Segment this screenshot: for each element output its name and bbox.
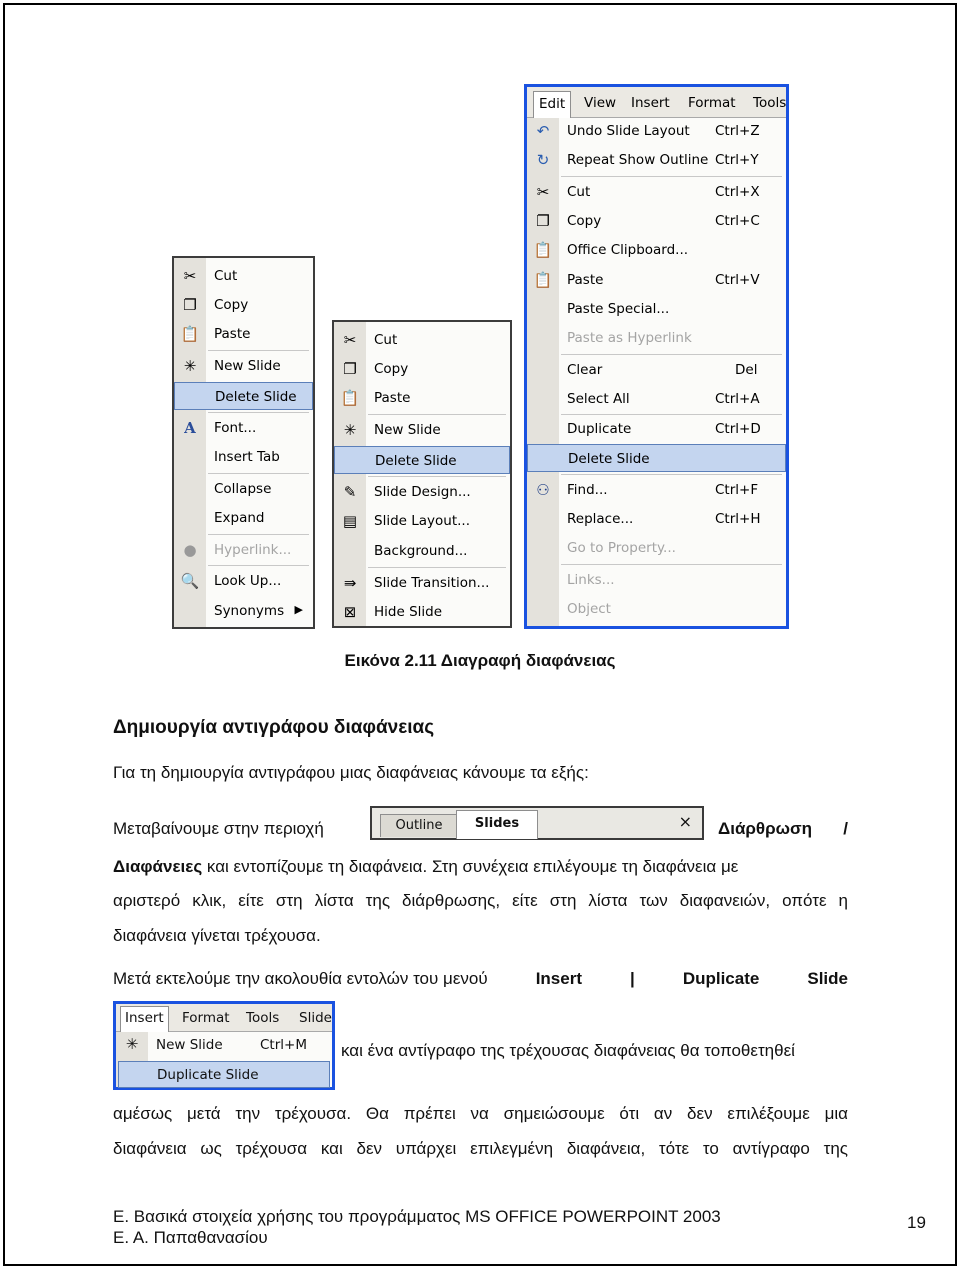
- para1-bold-term: Διάρθρωση /: [718, 819, 848, 838]
- menu-item-insert-tab[interactable]: Insert Tab: [214, 449, 280, 465]
- tab-slides[interactable]: Slides: [456, 810, 538, 839]
- menu-item-find[interactable]: ⚇ Find... Ctrl+F: [527, 476, 786, 504]
- menu-item-paste-special[interactable]: Paste Special...: [567, 301, 670, 317]
- footer-title: Ε. Βασικά στοιχεία χρήσης του προγράμματος MS OFFICE POWERPOINT 2003: [113, 1207, 721, 1226]
- tab-outline[interactable]: Outline: [380, 814, 458, 837]
- figure-caption: Εικόνα 2.11 Διαγραφή διαφάνειας: [344, 651, 616, 670]
- menu-item-cut[interactable]: ✂ Cut: [334, 326, 510, 354]
- menu-item-slide-design[interactable]: ✎ Slide Design...: [334, 478, 510, 506]
- para2-line3: αμέσως μετά την τρέχουσα. Θα πρέπει να σημειώσουμε ότι αν δεν επιλέξουμε μια: [113, 1104, 848, 1123]
- menu-item-paste[interactable]: 📋 Paste: [340, 389, 411, 407]
- menu-bar-view[interactable]: View: [584, 95, 617, 111]
- menu-item-paste[interactable]: 📋 Paste Ctrl+V: [533, 271, 760, 289]
- menu-item-new-slide[interactable]: ✳ New Slide: [174, 352, 313, 380]
- scissors-icon: ✂: [343, 331, 357, 349]
- new-slide-icon: ✳: [125, 1035, 139, 1053]
- para1-line2: Διαφάνειες και εντοπίζουμε τη διαφάνεια. Στη συνέχεια επιλέγουμε τη διαφάνεια με: [113, 857, 739, 876]
- menu-item-cut[interactable]: ✂ Cut: [174, 262, 313, 290]
- menu-item-repeat[interactable]: ↻ Repeat Show Outline Ctrl+Y: [527, 146, 786, 174]
- section-heading: Δημιουργία αντιγράφου διαφάνειας: [113, 717, 435, 738]
- para1-lead: Μεταβαίνουμε στην περιοχή: [113, 819, 324, 838]
- slide-transition-icon: ⇛: [343, 574, 357, 592]
- menu-bar-tools[interactable]: Tools: [753, 95, 787, 111]
- insert-menu: [113, 1001, 335, 1090]
- menu-item-look-up[interactable]: 🔍 Look Up...: [180, 572, 282, 590]
- menu-item-duplicate-slide[interactable]: Duplicate Slide: [118, 1061, 330, 1088]
- menu-item-copy[interactable]: ❐ Copy Ctrl+C: [527, 207, 786, 235]
- menu-bar: [116, 1004, 332, 1032]
- menu-item-slide-transition[interactable]: ⇛ Slide Transition...: [334, 569, 510, 597]
- para2-after-menu: και ένα αντίγραφο της τρέχουσας διαφάνειας θα τοποθετηθεί: [341, 1041, 795, 1060]
- outline-slides-tabs: [370, 806, 704, 840]
- slide-design-icon: ✎: [343, 483, 357, 501]
- para2-line4: διαφάνεια ως τρέχουσα και δεν υπάρχει επιλεγμένη διαφάνεια, τότε το αντίγραφο της: [113, 1139, 848, 1158]
- scissors-icon: ✂: [183, 267, 197, 285]
- copy-icon: ❐: [183, 296, 197, 314]
- menu-bar-format[interactable]: Format: [182, 1010, 230, 1026]
- menu-item-object[interactable]: Object: [567, 601, 611, 617]
- menu-bar-insert[interactable]: Insert: [631, 95, 670, 111]
- slides-context-menu: [332, 320, 512, 628]
- menu-item-duplicate[interactable]: Duplicate Ctrl+D: [567, 421, 761, 437]
- menu-item-paste-as-hyperlink[interactable]: Paste as Hyperlink: [567, 330, 692, 346]
- menu-item-copy[interactable]: ❐ Copy: [174, 291, 313, 319]
- para1-line4: διαφάνεια γίνεται τρέχουσα.: [113, 926, 321, 945]
- menu-bar-insert[interactable]: Insert: [120, 1006, 169, 1032]
- menu-item-hyperlink[interactable]: ● Hyperlink...: [174, 536, 313, 564]
- menu-item-select-all[interactable]: Select All Ctrl+A: [567, 391, 760, 407]
- menu-bar-edit[interactable]: Edit: [533, 91, 571, 118]
- menu-item-clear[interactable]: Clear Del: [567, 362, 758, 378]
- repeat-icon: ↻: [536, 151, 550, 169]
- hyperlink-icon: ●: [183, 541, 197, 559]
- menu-item-delete-slide[interactable]: Delete Slide: [174, 382, 313, 410]
- menu-item-font[interactable]: A Font...: [174, 414, 313, 442]
- close-icon[interactable]: ×: [678, 812, 692, 831]
- menu-item-office-clipboard[interactable]: 📋 Office Clipboard...: [533, 241, 689, 259]
- font-icon: A: [184, 419, 196, 437]
- menu-item-collapse[interactable]: Collapse: [214, 481, 272, 497]
- menu-bar-slide[interactable]: Slide: [299, 1010, 332, 1026]
- menu-item-cut[interactable]: ✂ Cut Ctrl+X: [527, 178, 786, 206]
- menu-item-links[interactable]: Links...: [567, 572, 615, 588]
- slide-layout-icon: ▤: [342, 512, 358, 530]
- menu-item-synonyms[interactable]: Synonyms ▶: [214, 603, 303, 619]
- copy-icon: ❐: [536, 212, 550, 230]
- para1-line3: αριστερό κλικ, είτε στη λίστα της διάρθρωσης, είτε στη λίστα των διαφανειών, οπότε η: [113, 891, 848, 910]
- new-slide-icon: ✳: [343, 421, 357, 439]
- undo-icon: ↶: [536, 122, 550, 140]
- menu-item-expand[interactable]: Expand: [214, 510, 265, 526]
- menu-item-replace[interactable]: Replace... Ctrl+H: [567, 511, 761, 527]
- para2-line1: Μετά εκτελούμε την ακολουθία εντολών του μενού Insert | Duplicate Slide: [113, 969, 848, 988]
- menu-item-undo[interactable]: ↶ Undo Slide Layout Ctrl+Z: [527, 117, 786, 145]
- copy-icon: ❐: [343, 360, 357, 378]
- new-slide-icon: ✳: [183, 357, 197, 375]
- binoculars-icon: ⚇: [536, 481, 550, 499]
- menu-bar-format[interactable]: Format: [688, 95, 736, 111]
- edit-menu: [524, 84, 789, 629]
- clipboard-icon: 📋: [533, 241, 553, 259]
- hide-slide-icon: ⊠: [343, 603, 357, 621]
- menu-item-new-slide[interactable]: ✳ New Slide Ctrl+M: [116, 1032, 332, 1060]
- paste-icon: 📋: [180, 325, 200, 343]
- page-number: 19: [907, 1213, 926, 1232]
- menu-bar: [527, 87, 786, 118]
- submenu-arrow-icon: ▶: [294, 603, 303, 616]
- menu-item-slide-layout[interactable]: ▤ Slide Layout...: [334, 507, 510, 535]
- menu-bar-tools[interactable]: Tools: [246, 1010, 280, 1026]
- menu-item-hide-slide[interactable]: ⊠ Hide Slide: [334, 598, 510, 626]
- paste-icon: 📋: [340, 389, 360, 407]
- intro-text: Για τη δημιουργία αντιγράφου μιας διαφάνειας κάνουμε τα εξής:: [113, 763, 589, 782]
- outline-context-menu: [172, 256, 315, 629]
- paste-icon: 📋: [533, 271, 553, 289]
- scissors-icon: ✂: [536, 183, 550, 201]
- menu-item-delete-slide[interactable]: Delete Slide: [334, 446, 510, 474]
- menu-item-copy[interactable]: ❐ Copy: [334, 355, 510, 383]
- menu-item-background[interactable]: Background...: [374, 543, 468, 559]
- menu-item-paste[interactable]: 📋 Paste: [180, 325, 251, 343]
- menu-item-go-to-property[interactable]: Go to Property...: [567, 540, 676, 556]
- menu-item-delete-slide[interactable]: Delete Slide: [527, 444, 786, 472]
- research-icon: 🔍: [180, 572, 200, 590]
- footer-author: Ε. Α. Παπαθανασίου: [113, 1228, 268, 1247]
- menu-item-new-slide[interactable]: ✳ New Slide: [334, 416, 510, 444]
